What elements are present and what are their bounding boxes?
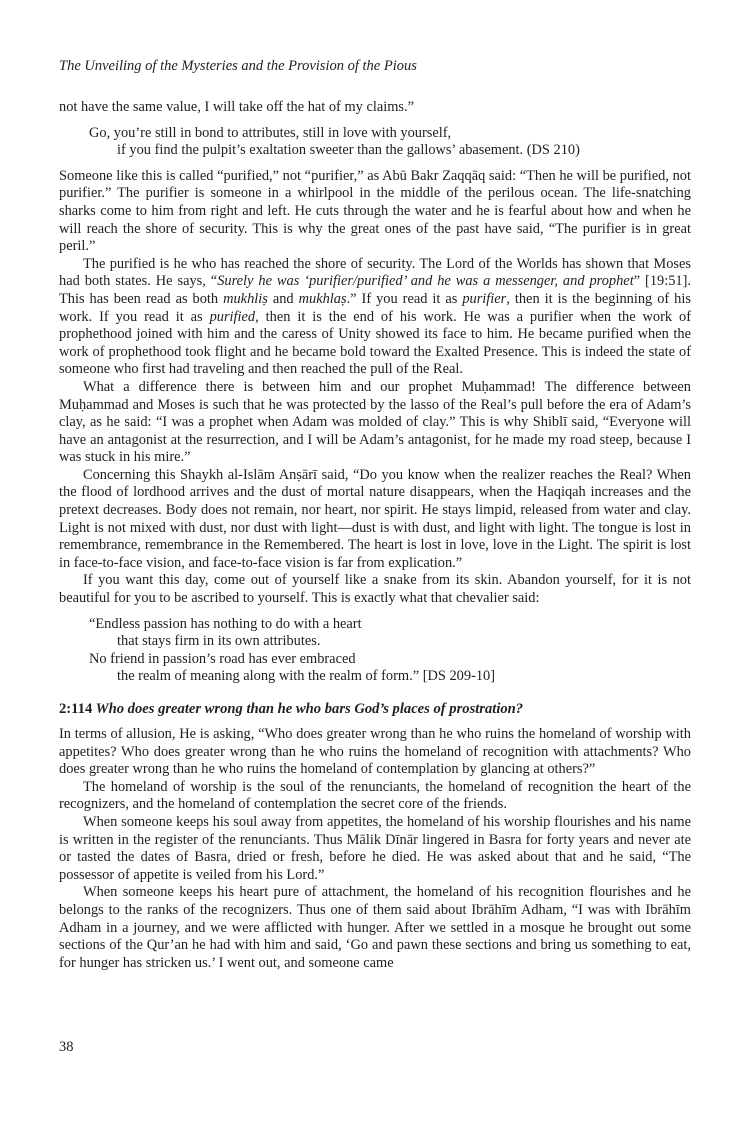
text-run: What a difference there is between him and our prophet Muḥammad! The difference between Muḥammad and Moses is such that he was protected by the lasso of the Real’s pull before the era of Adam’s clay, as he said: “I was a prophet when Adam was molded of clay.” This is why Shiblī said, “Everyone will have an antagonist at the resurrection, and I will be Adam’s antagonist, for he made my road steep, because I was stuck in his mire.” <box>59 378 691 466</box>
text-run: 2:114 <box>59 701 93 717</box>
text-run: Concerning this Shaykh al-Islām Anṣārī said, “Do you know when the realizer reaches the Real? When the flood of lordhood arrives and the dust of mortal nature disappears, when the Haqiqah increases and the pretext decreases. Body does not remain, nor heart, nor spirit. He stays limpid, released from water and clay. Light is not mixed with dust, nor dust with light—dust is with dust, and light with light. The tongue is lost in remembrance, remembrance in the Remembered. The heart is lost in love, love in the Light. The spirit is lost in face-to-face vision, and face-to-face vision is far from explication.” <box>59 466 691 571</box>
text-run: The homeland of worship is the soul of the renunciants, the homeland of recognition the heart of the recognizers, and the homeland of contemplation the secret core of the friends. <box>59 778 691 813</box>
verse-line <box>59 668 691 686</box>
text-run: No friend in passion’s road has ever embraced <box>89 650 356 667</box>
paragraph <box>59 379 691 467</box>
verse-block <box>59 616 691 686</box>
paragraph <box>59 572 691 607</box>
text-run: not have the same value, I will take off the hat of my claims.” <box>59 99 414 115</box>
text-run: The purified is he who has reached the shore of security. The Lord of the Worlds has shown that Moses had both states. He says, “ <box>59 255 691 290</box>
text-run: “Endless passion has nothing to do with a heart <box>89 615 362 632</box>
paragraph <box>59 726 691 779</box>
paragraph <box>59 884 691 972</box>
text-run: purified <box>209 308 256 325</box>
verse-line <box>59 616 691 634</box>
verse-line <box>59 125 691 143</box>
verse-line <box>59 651 691 669</box>
section-heading <box>59 700 691 718</box>
verse-block <box>59 125 691 160</box>
text-run: , then it is the end of his work. He was a purifier when the work of prophethood joined with him and the caress of Unity showed its face to him. He became purified when the work of prophethood took flight and he became bold toward the Exalted Presence. This is indeed the state of someone who first had traveling and then reached the pull of the Real. <box>59 308 691 378</box>
text-run: the realm of meaning along with the realm of form.” [DS 209-10] <box>117 668 496 685</box>
text-run: Go, you’re still in bond to attributes, still in love with yourself, <box>89 124 452 141</box>
text-run: When someone keeps his heart pure of attachment, the homeland of his recognition flourishes and he belongs to the ranks of the recognizers. Thus one of them said about Ibrāhīm Adham, “I was with Ibrāhīm Adham in a journey, and we were afflicted with hunger. After we settled in a mosque he brought out some sections of the Qur’an he had with him and said, ‘Go and pawn these sections and bring us something to eat, for hunger has stricken us.’ I went out, and someone came <box>59 884 691 971</box>
text-run: mukhliṣ <box>223 290 268 307</box>
text-run: and <box>267 290 299 307</box>
paragraph <box>59 99 691 117</box>
page-number: 38 <box>59 1039 74 1055</box>
text-run: Someone like this is called “purified,” not “purifier,” as Abū Bakr Zaqqāq said: “Then he will be purified, not purifier.” The purifier is someone in a whirlpool in the middle of the perilous ocean. The life-snatching sharks come to him from right and left. He cuts through the water and he is fearful about how and when he will reach the shore of security. This is why the great ones of the past have said, “The purifier is in great peril.” <box>59 167 691 255</box>
paragraph <box>59 168 691 256</box>
text-run: if you find the pulpit’s exaltation sweeter than the gallows’ abasement. (DS 210) <box>117 142 580 159</box>
paragraph <box>59 256 691 379</box>
running-header: The Unveiling of the Mysteries and the Provision of the Pious <box>59 58 417 74</box>
text-run: .” If you read it as <box>346 290 463 307</box>
paragraph <box>59 467 691 573</box>
paragraph <box>59 779 691 814</box>
page-body <box>59 99 691 972</box>
text-run: purifier <box>462 290 507 307</box>
text-run: If you want this day, come out of yourself like a snake from its skin. Abandon yourself, for it is not beautiful for you to be ascribed to yourself. This is exactly what that chevalier said: <box>59 572 691 607</box>
verse-line <box>59 633 691 651</box>
text-run: mukhlaṣ <box>298 290 347 307</box>
text-run: ” [19:51]. This has been read as both <box>59 273 691 307</box>
text-run: Who does greater wrong than he who bars God’s places of prostration? <box>92 701 524 717</box>
text-run: When someone keeps his soul away from appetites, the homeland of his worship flourishes and his name is written in the register of the renunciants. Thus Mālik Dīnār lingered in Basra for forty years and never ate or tasted the dates of Basra, dried or fresh, before he died. He was asked about that and he said, “The possessor of appetite is veiled from his Lord.” <box>59 813 691 883</box>
text-run: that stays firm in its own attributes. <box>117 633 321 650</box>
text-run: , then it is the beginning of his work. If you read it as <box>59 290 691 325</box>
text-run: Surely he was ‘purifier/purified’ and he was a messenger, and prophet <box>217 273 634 290</box>
verse-line <box>59 142 691 160</box>
text-run: In terms of allusion, He is asking, “Who does greater wrong than he who ruins the homeland of worship with appetites? Who does greater wrong than he who ruins the homeland of recognition with attachments? Who does greater wrong than he who ruins the homeland of contemplation by glancing at others?” <box>59 726 691 778</box>
paragraph <box>59 814 691 884</box>
